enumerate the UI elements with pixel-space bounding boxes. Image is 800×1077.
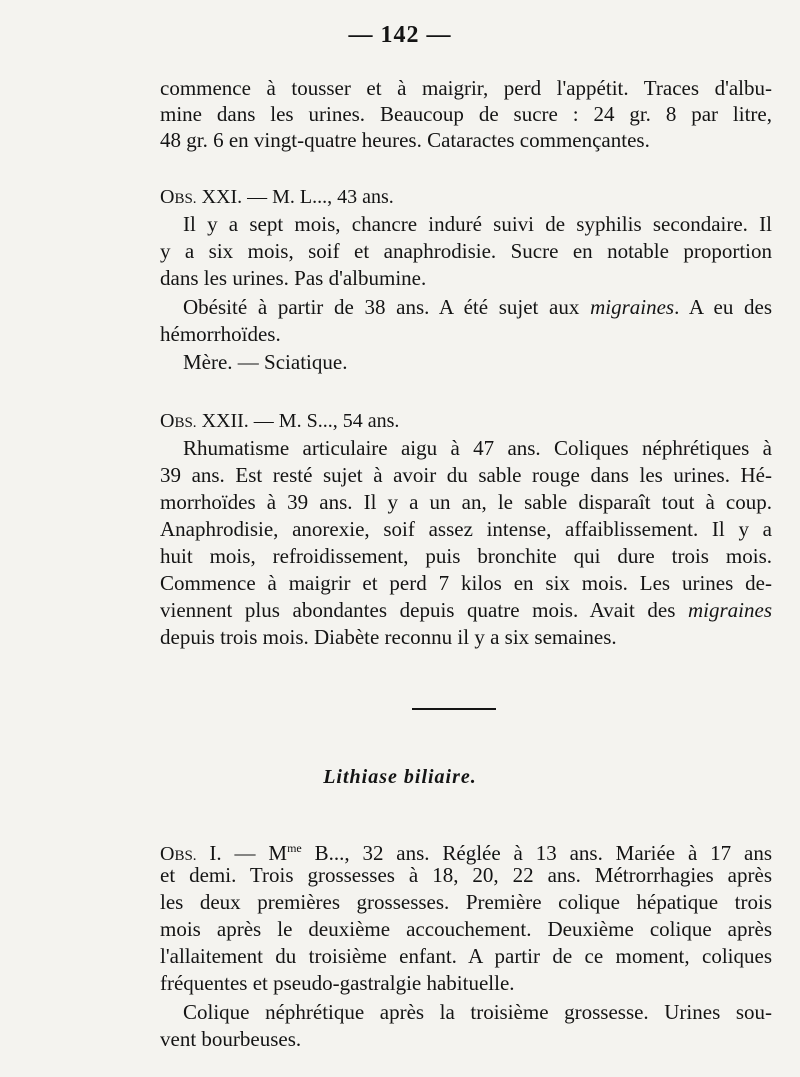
text-line: y a six mois, soif et anaphrodisie. Sucre en notable proportion xyxy=(160,239,772,263)
text-line: huit mois, refroidissement, puis bronchite qui dure trois mois. xyxy=(160,544,772,568)
text-line: Mère. — Sciatique. xyxy=(183,350,348,374)
section-divider xyxy=(412,708,496,710)
text-line: Rhumatisme articulaire aigu à 47 ans. Coliques néphrétiques à xyxy=(183,436,772,460)
text-line: Il y a sept mois, chancre induré suivi de syphilis secondaire. Il xyxy=(183,212,772,236)
text-line: Obésité à partir de 38 ans. A été sujet aux migraines. A eu des xyxy=(183,295,772,319)
text-line: vent bourbeuses. xyxy=(160,1027,302,1051)
text-line: dans les urines. Pas d'albumine. xyxy=(160,266,427,290)
observation-heading: OBS. I. — $M^{me}$ B..., 32 ans. Réglée à 13 ans. Mariée à 17 ans xyxy=(160,841,772,865)
text-line: viennent plus abondantes depuis quatre mois. Avait des migraines xyxy=(160,598,772,622)
text-line: et demi. Trois grossesses à 18, 20, 22 ans. Métrorrhagies après xyxy=(160,863,772,887)
text-line: mine dans les urines. Beaucoup de sucre : 24 gr. 8 par litre, xyxy=(160,102,772,126)
text-line: hémorrhoïdes. xyxy=(160,322,281,346)
observation-heading: OBS. XXI. — M. L..., 43 ans. xyxy=(160,186,394,208)
observation-heading: OBS. XXII. — M. S..., 54 ans. xyxy=(160,410,400,432)
page-number: — 142 — xyxy=(348,22,452,48)
text-line: commence à tousser et à maigrir, perd l'appétit. Traces d'albu- xyxy=(160,76,772,100)
text-line: depuis trois mois. Diabète reconnu il y a six semaines. xyxy=(160,625,617,649)
text-line: fréquentes et pseudo-gastralgie habituelle. xyxy=(160,971,515,995)
text-line: mois après le deuxième accouchement. Deuxième colique après xyxy=(160,917,772,941)
text-line: Anaphrodisie, anorexie, soif assez intense, affaiblissement. Il y a xyxy=(160,517,772,541)
text-line: Colique néphrétique après la troisième grossesse. Urines sou- xyxy=(183,1000,772,1024)
text-line: l'allaitement du troisième enfant. A partir de ce moment, coliques xyxy=(160,944,772,968)
text-line: morrhoïdes à 39 ans. Il y a un an, le sable disparaît tout à coup. xyxy=(160,490,772,514)
text-line: 39 ans. Est resté sujet à avoir du sable rouge dans les urines. Hé- xyxy=(160,463,772,487)
text-line: Commence à maigrir et perd 7 kilos en six mois. Les urines de- xyxy=(160,571,772,595)
text-line: les deux premières grossesses. Première colique hépatique trois xyxy=(160,890,772,914)
text-line: 48 gr. 6 en vingt-quatre heures. Cataractes commençantes. xyxy=(160,128,650,152)
section-title: Lithiase biliaire. xyxy=(323,766,477,788)
